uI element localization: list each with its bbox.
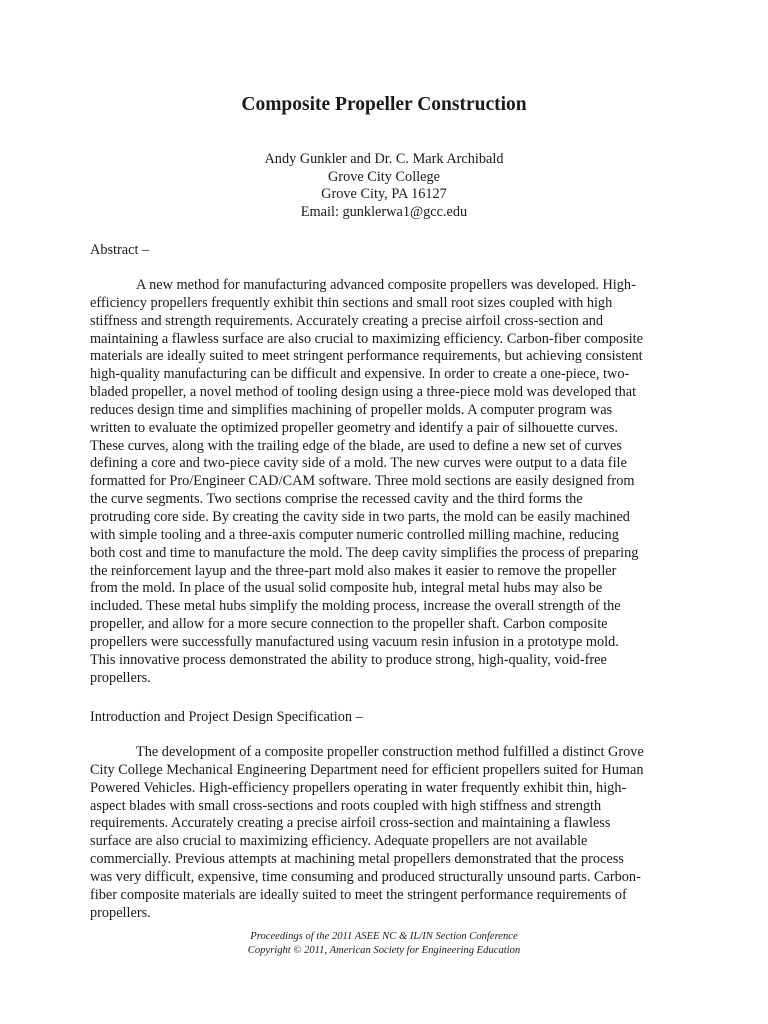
text-line: efficiency propellers frequently exhibit thin sections and small root sizes coupled with high [90,294,613,311]
text-line: This innovative process demonstrated the ability to produce strong, high-quality, void-free [90,651,607,668]
text-line: reduces design time and simplifies machining of propeller molds. A computer program was [90,401,613,418]
text-line: propellers were successfully manufactured using vacuum resin infusion in a prototype mold. [90,633,619,650]
footer-proceedings: Proceedings of the 2011 ASEE NC & IL/IN Section Conference [250,931,518,942]
text-line: materials are ideally suited to meet stringent performance requirements, but achieving consistent [90,348,643,365]
abstract-heading: Abstract – [90,242,150,258]
text-line: high-quality manufacturing can be difficult and expensive. In order to create a one-piece, two- [90,366,630,383]
text-line: written to evaluate the optimized propeller geometry and identify a pair of silhouette curves. [90,419,619,436]
text-line: The development of a composite propeller construction method fulfilled a distinct Grove [136,744,644,760]
text-line: stiffness and strength requirements. Accurately creating a precise airfoil cross-section and [90,312,604,329]
introduction-heading: Introduction and Project Design Specification – [90,709,363,725]
address: Grove City, PA 16127 [321,186,447,203]
text-line: propellers. [90,904,151,921]
text-line: propellers. [90,669,151,686]
introduction-paragraph [90,744,680,922]
text-line: surface are also crucial to maximizing efficiency. Adequate propellers are not available [90,833,588,850]
text-line: A new method for manufacturing advanced composite propellers was developed. High- [136,277,636,293]
text-line: defining a core and two-piece cavity side of a mold. The new curves were output to a data file [90,455,627,472]
affiliation: Grove City College [328,168,440,185]
author-block [0,151,768,221]
abstract-paragraph [90,277,680,687]
text-line: bladed propeller, a novel method of tooling design using a three-piece mold was developed that [90,384,637,401]
text-line: from the mold. In place of the usual solid composite hub, integral metal hubs may also be [90,580,603,597]
text-line: both cost and time to manufacture the mold. The deep cavity simplifies the process of preparing [90,544,639,561]
text-line: These curves, along with the trailing edge of the blade, are used to define a new set of curves [90,437,622,454]
text-line: with simple tooling and a three-axis computer numeric controlled milling machine, reducing [90,526,619,543]
text-line: the curve segments. Two sections comprise the recessed cavity and the third forms the [90,491,583,508]
text-line: requirements. Accurately creating a precise airfoil cross-section and maintaining a flawless [90,815,611,832]
text-line: the reinforcement layup and the three-part mold also makes it easier to remove the propeller [90,562,617,579]
text-line: protruding core side. By creating the cavity side in two parts, the mold can be easily machined [90,508,630,525]
author-names: Andy Gunkler and Dr. C. Mark Archibald [264,151,504,167]
text-line: aspect blades with small cross-sections and roots coupled with high stiffness and strength [90,797,602,814]
page-footer [0,930,768,958]
text-line: propeller, and allow for a more secure connection to the propeller shaft. Carbon composite [90,616,608,633]
text-line: formatted for Pro/Engineer CAD/CAM software. Three mold sections are easily designed from [90,473,635,490]
text-line: City College Mechanical Engineering Department need for efficient propellers suited for Human [90,761,644,778]
paper-title: Composite Propeller Construction [241,94,527,115]
text-line: maintaining a flawless surface are also crucial to maximizing efficiency. Carbon-fiber composite [90,330,643,347]
text-line: commercially. Previous attempts at machining metal propellers demonstrated that the process [90,851,624,868]
text-line: included. These metal hubs simplify the molding process, increase the overall strength of the [90,598,621,615]
text-line: was very difficult, expensive, time consuming and produced structurally unsound parts. Carbon- [90,868,641,885]
email: Email: gunklerwa1@gcc.edu [300,203,468,220]
text-line: fiber composite materials are ideally suited to meet the stringent performance requirements of [90,886,627,903]
text-line: Powered Vehicles. High-efficiency propellers operating in water frequently exhibit thin, high- [90,779,627,796]
footer-copyright: Copyright © 2011, American Society for Engineering Education [247,945,521,956]
